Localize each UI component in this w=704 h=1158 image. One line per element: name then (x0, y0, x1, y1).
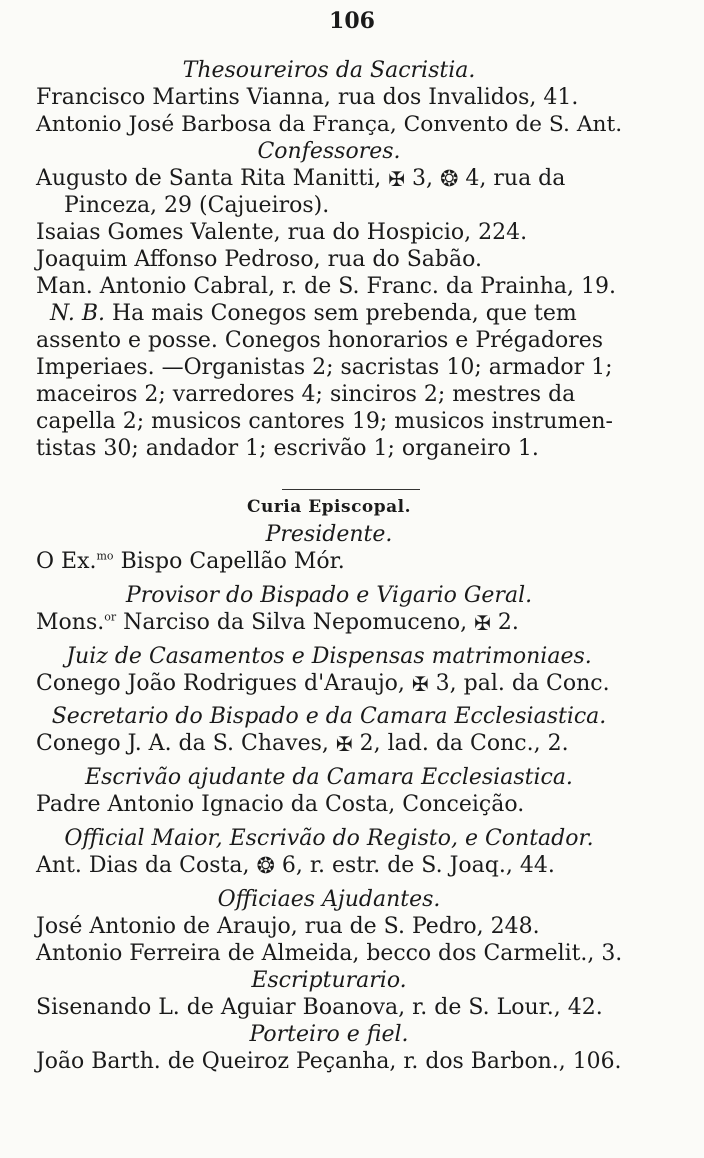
address-text: 3, pal. da Conc. (435, 671, 610, 696)
role-title-secretario: Secretario do Bispado e da Camara Ecclesiastica. (51, 704, 607, 729)
porteiro-entry: João Barth. de Queiroz Peçanha, r. dos Barbon., 106. (36, 1049, 622, 1074)
nota-bene-line: assento e posse. Conegos honorarios e Prégadores (36, 328, 604, 353)
seal-icon: ❂ (439, 167, 459, 192)
address-text: 6, r. estr. de S. Joaq., 44. (281, 853, 555, 878)
role-title-escripturario: Escripturario. (251, 968, 407, 993)
role-title-juiz: Juiz de Casamentos e Dispensas matrimoniaes. (66, 644, 592, 669)
role-title-porteiro: Porteiro e fiel. (249, 1022, 409, 1047)
officiaes-entry: Antonio Ferreira de Almeida, becco dos Carmelit., 3. (36, 941, 623, 966)
seal-icon: ❂ (256, 854, 275, 879)
nota-bene-label: N. B. (50, 301, 105, 326)
confessor-name: Augusto de Santa Rita Manitti, (36, 166, 382, 191)
escrivao-entry: Padre Antonio Ignacio da Costa, Conceição. (36, 792, 525, 817)
section-divider (282, 489, 420, 490)
person-name: Conego J. A. da S. Chaves, (36, 731, 329, 756)
order-number: 3, (411, 166, 433, 191)
confessor-entry: Isaias Gomes Valente, rua do Hospicio, 224. (36, 220, 528, 245)
treasurer-entry: Francisco Martins Vianna, rua dos Invalidos, 41. (36, 85, 579, 110)
section-title-curia: Curia Episcopal. (246, 497, 412, 517)
person-name: Conego João Rodrigues d'Araujo, (36, 671, 405, 696)
order-number: 2. (497, 610, 519, 635)
nota-bene-line: maceiros 2; varredores 4; sinciros 2; mestres da (36, 382, 576, 407)
presidente-entry (36, 548, 622, 575)
cross-icon: ✠ (474, 611, 491, 635)
address-text: 2, lad. da Conc., 2. (359, 731, 569, 756)
juiz-entry (36, 670, 622, 697)
role-title-officiaes: Officiaes Ajudantes. (217, 887, 441, 912)
confessor-entry-continued: Pinceza, 29 (Cajueiros). (64, 193, 330, 218)
confessor-entry: Man. Antonio Cabral, r. de S. Franc. da Prainha, 19. (36, 274, 616, 299)
cross-icon: ✠ (335, 732, 353, 756)
secretario-entry (36, 730, 622, 757)
role-title-escrivao: Escrivão ajudante da Camara Ecclesiastica. (85, 765, 573, 790)
section-title-confessores: Confessores. (257, 139, 401, 164)
honorific: Mons. (36, 610, 105, 635)
confessor-entry (36, 165, 622, 192)
role-title-official: Official Maior, Escrivão do Registo, e Contador. (64, 826, 594, 851)
honorific: O Ex. (36, 549, 97, 574)
escripturario-entry: Sisenando L. de Aguiar Boanova, r. de S. Lour., 42. (36, 995, 603, 1020)
section-title-thesoureiros: Thesoureiros da Sacristia. (182, 58, 476, 83)
address-text: 4, rua da (465, 166, 566, 191)
person-name: Ant. Dias da Costa, (36, 853, 250, 878)
officiaes-entry: José Antonio de Araujo, rua de S. Pedro, 248. (36, 914, 540, 939)
nota-bene-line: capella 2; musicos cantores 19; musicos instrumen- (36, 409, 613, 434)
person-name: Bispo Capellão Mór. (120, 549, 345, 574)
role-title-presidente: Presidente. (265, 522, 393, 547)
treasurer-entry: Antonio José Barbosa da França, Convento de S. Ant. (36, 112, 623, 137)
provisor-entry (36, 609, 622, 636)
confessor-entry: Joaquim Affonso Pedroso, rua do Sabão. (36, 247, 482, 272)
nota-bene-line: tistas 30; andador 1; escrivão 1; organeiro 1. (36, 436, 539, 461)
official-entry (36, 852, 622, 879)
person-name: Narciso da Silva Nepomuceno, (123, 610, 468, 635)
honorific-sup: mo (96, 549, 114, 563)
honorific-sup: or (104, 610, 117, 624)
nota-bene-line: Imperiaes. —Organistas 2; sacristas 10; armador 1; (36, 355, 613, 380)
cross-icon: ✠ (388, 167, 405, 191)
role-title-provisor: Provisor do Bispado e Vigario Geral. (125, 583, 533, 608)
cross-icon: ✠ (411, 672, 429, 696)
nota-bene-line (36, 300, 622, 327)
page-number: 106 (329, 8, 375, 34)
nota-text: Ha mais Conegos sem prebenda, que tem (112, 301, 577, 326)
